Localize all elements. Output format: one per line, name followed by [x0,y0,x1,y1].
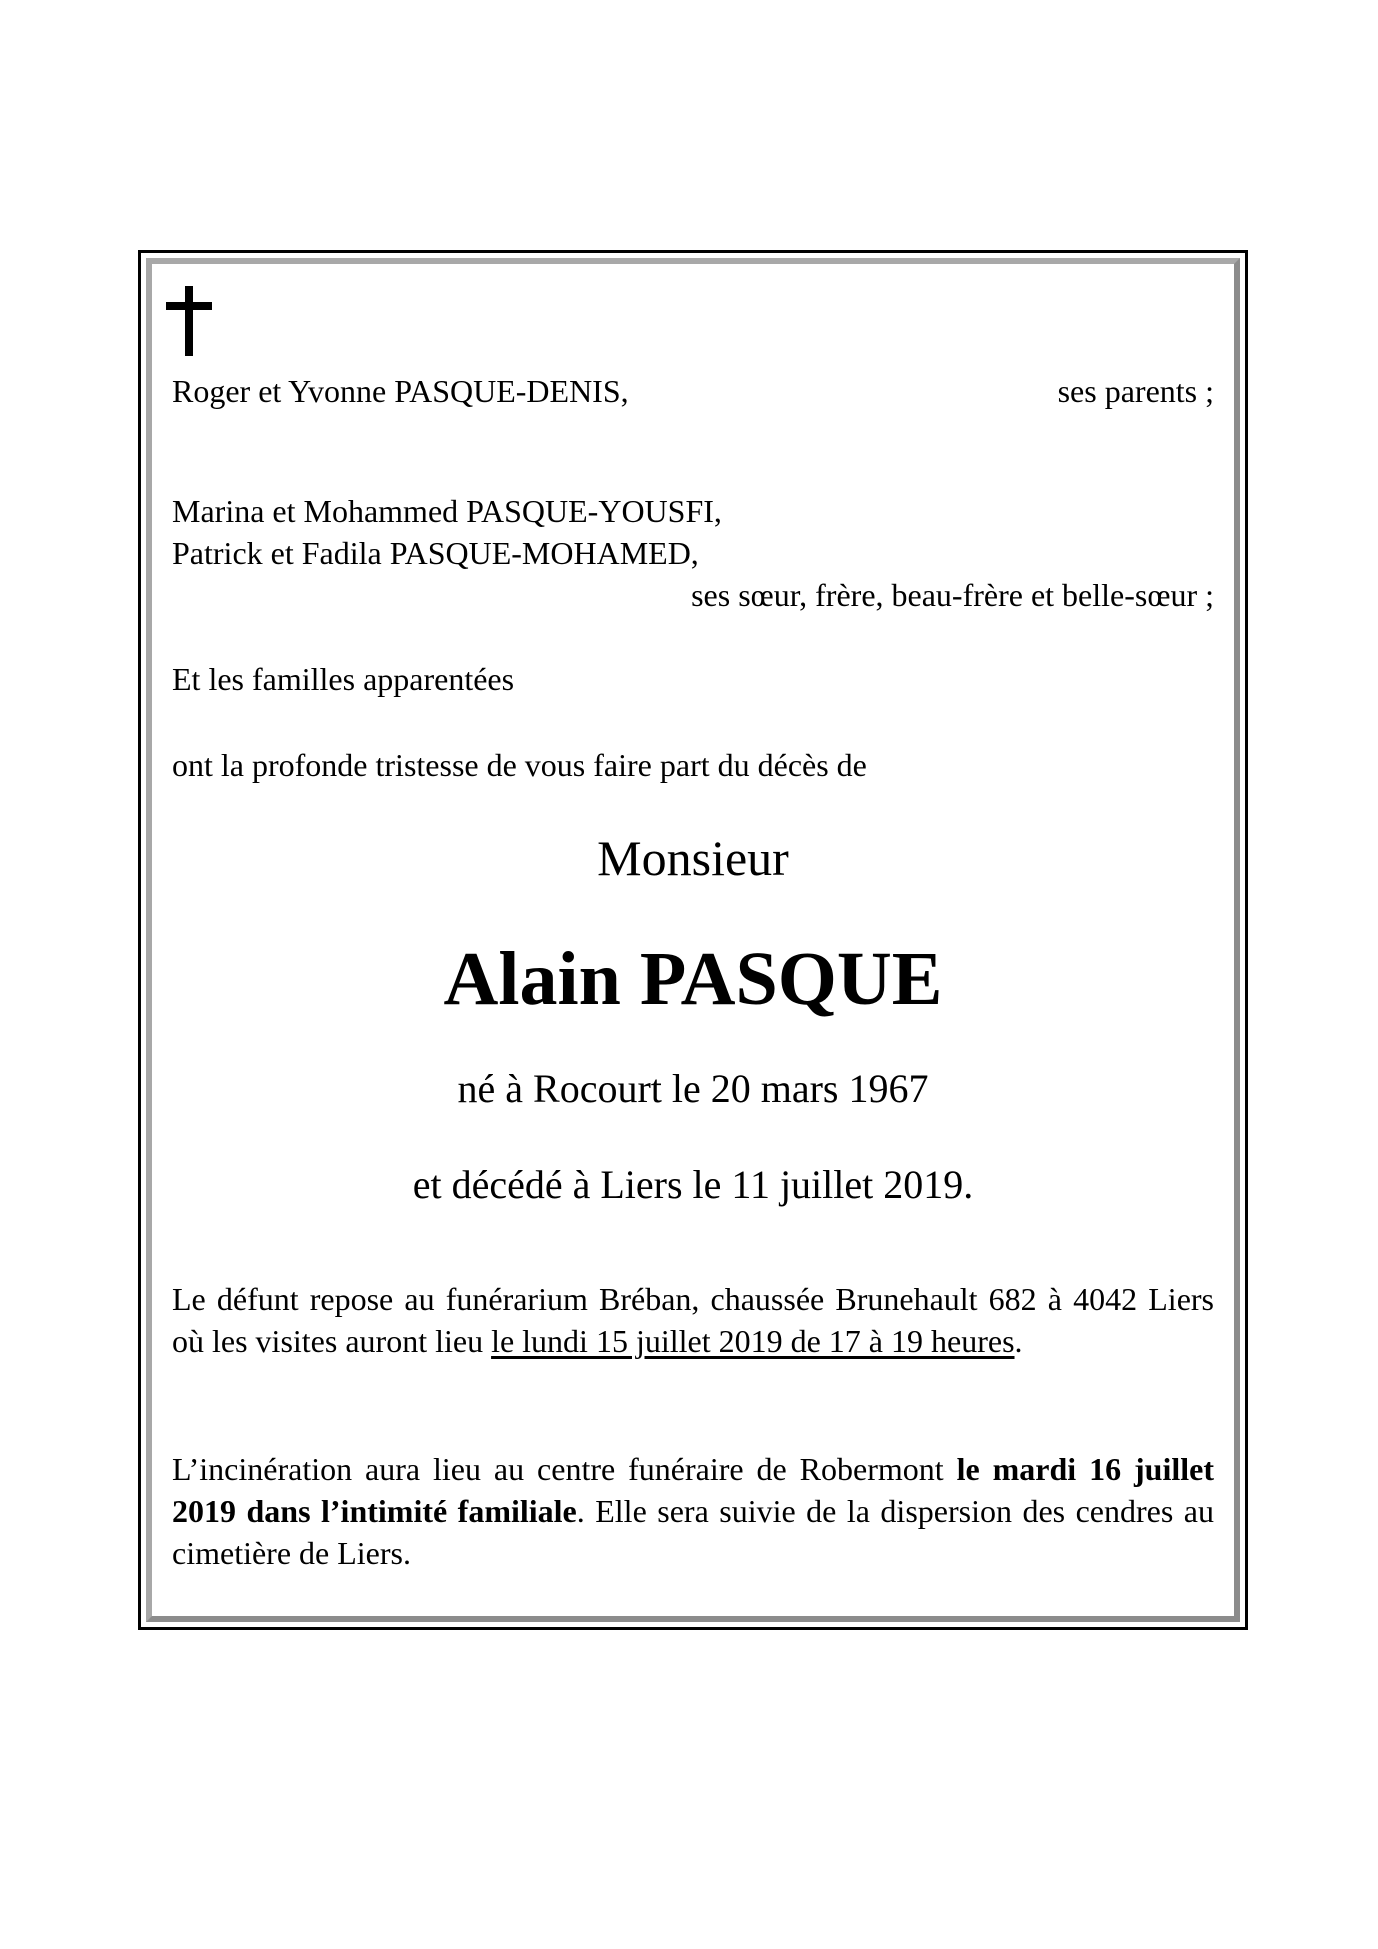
visitation-date: le lundi 15 juillet 2019 de 17 à 19 heures [491,1323,1015,1359]
notice-frame-inner [146,258,1240,1622]
parents-row [172,370,1214,412]
visitation-text: Le défunt repose au funérarium Bréban, chaussée Brunehault 682 à 4042 Liers où les visites auront lieu [172,1281,1214,1359]
cremation-paragraph [172,1448,1214,1574]
deceased-name: Alain PASQUE [443,937,943,1021]
notice-frame [138,250,1248,1630]
siblings-line-1: Marina et Mohammed PASQUE-YOUSFI, [172,493,722,529]
parents-relation: ses parents ; [1057,373,1214,409]
cremation-date: le mardi 16 juillet 2019 dans l’intimité familiale [172,1451,1215,1529]
siblings-block [172,490,1214,616]
cremation-text: L’incinération aura lieu au centre funéraire de Robermont [172,1451,957,1487]
visitation-end: . [1014,1323,1023,1359]
cross-icon [166,286,212,356]
families-line: Et les familles apparentées [172,661,515,697]
siblings-relation: ses sœur, frère, beau-frère et belle-sœur ; [691,577,1214,613]
visitation-paragraph [172,1278,1214,1362]
parents-names: Roger et Yvonne PASQUE-DENIS, [172,373,629,409]
honorific: Monsieur [597,830,789,886]
death-line: et décédé à Liers le 11 juillet 2019. [412,1162,974,1207]
cremation-end: . Elle sera suivie de la dispersion des cendres au cimetière de Liers. [172,1493,1215,1571]
siblings-line-2: Patrick et Fadila PASQUE-MOHAMED, [172,535,699,571]
announcement-line: ont la profonde tristesse de vous faire part du décès de [172,747,867,783]
birth-line: né à Rocourt le 20 mars 1967 [457,1066,929,1111]
